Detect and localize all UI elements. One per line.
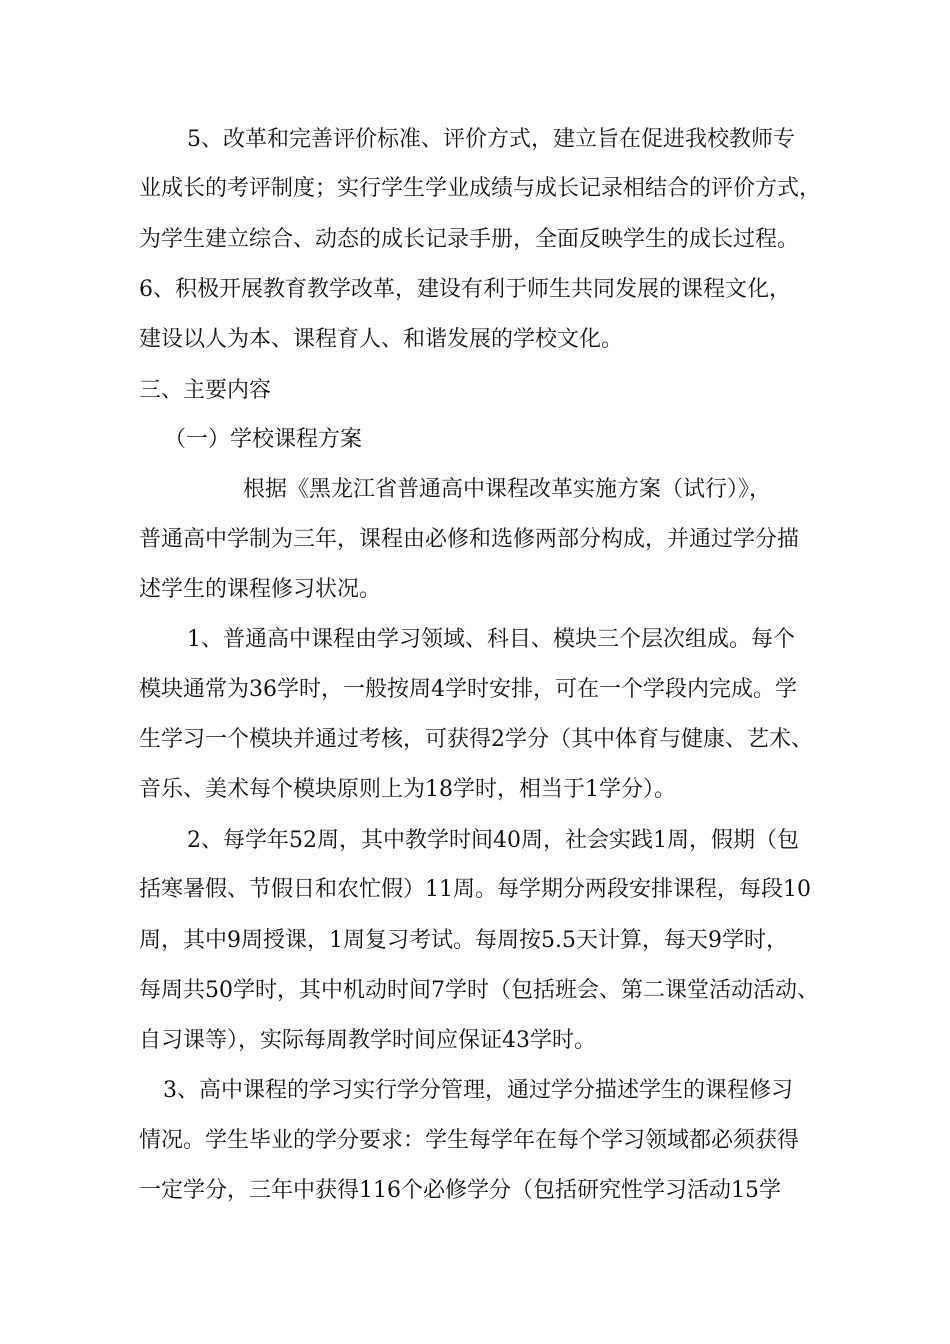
text-line-20: 3、高中课程的学习实行学分管理，通过学分描述学生的课程修习 bbox=[163, 1078, 793, 1103]
text-line-16: 括寒暑假、节假日和农忙假）11周。每学期分两段安排课程，每段10 bbox=[139, 877, 811, 902]
text-line-5: 建设以人为本、课程育人、和谐发展的学校文化。 bbox=[139, 327, 624, 352]
text-line-19: 自习课等），实际每周教学时间应保证43学时。 bbox=[139, 1028, 596, 1053]
text-line-13: 生学习一个模块并通过考核，可获得2学分（其中体育与健康、艺术、 bbox=[139, 727, 813, 752]
text-line-15: 2、每学年52周，其中教学时间40周，社会实践1周，假期（包 bbox=[187, 828, 799, 853]
section-heading: 三、主要内容 bbox=[139, 378, 272, 403]
text-line-10: 述学生的课程修习状况。 bbox=[139, 577, 382, 602]
text-line-14: 音乐、美术每个模块原则上为18学时，相当于1学分）。 bbox=[139, 777, 676, 802]
text-line-21: 情况。学生毕业的学分要求：学生每学年在每个学习领域都必须获得 bbox=[139, 1128, 800, 1153]
text-line-18: 每周共50学时，其中机动时间7学时（包括班会、第二课堂活动活动、 bbox=[139, 978, 819, 1003]
text-line-9: 普通高中学制为三年，课程由必修和选修两部分构成，并通过学分描 bbox=[139, 527, 800, 552]
text-line-2: 业成长的考评制度；实行学生学业成绩与成长记录相结合的评价方式， bbox=[139, 176, 822, 201]
text-line-3: 为学生建立综合、动态的成长记录手册，全面反映学生的成长过程。 bbox=[139, 227, 800, 252]
text-line-4: 6、积极开展教育教学改革，建设有利于师生共同发展的课程文化， bbox=[139, 277, 791, 302]
subsection-heading: （一）学校课程方案 bbox=[164, 427, 363, 452]
text-line-1: 5、改革和完善评价标准、评价方式，建立旨在促进我校教师专 bbox=[187, 127, 795, 152]
text-line-11: 1、普通高中课程由学习领域、科目、模块三个层次组成。每个 bbox=[187, 627, 795, 652]
text-line-8: 根据《黑龙江省普通高中课程改革实施方案（试行）》， bbox=[243, 477, 772, 502]
text-line-17: 周，其中9周授课，1周复习考试。每周按5.5天计算，每天9学时， bbox=[139, 928, 788, 953]
text-line-12: 模块通常为36学时，一般按周4学时安排，可在一个学段内完成。学 bbox=[139, 677, 797, 702]
text-line-22: 一定学分，三年中获得116个必修学分（包括研究性学习活动15学 bbox=[139, 1178, 781, 1203]
